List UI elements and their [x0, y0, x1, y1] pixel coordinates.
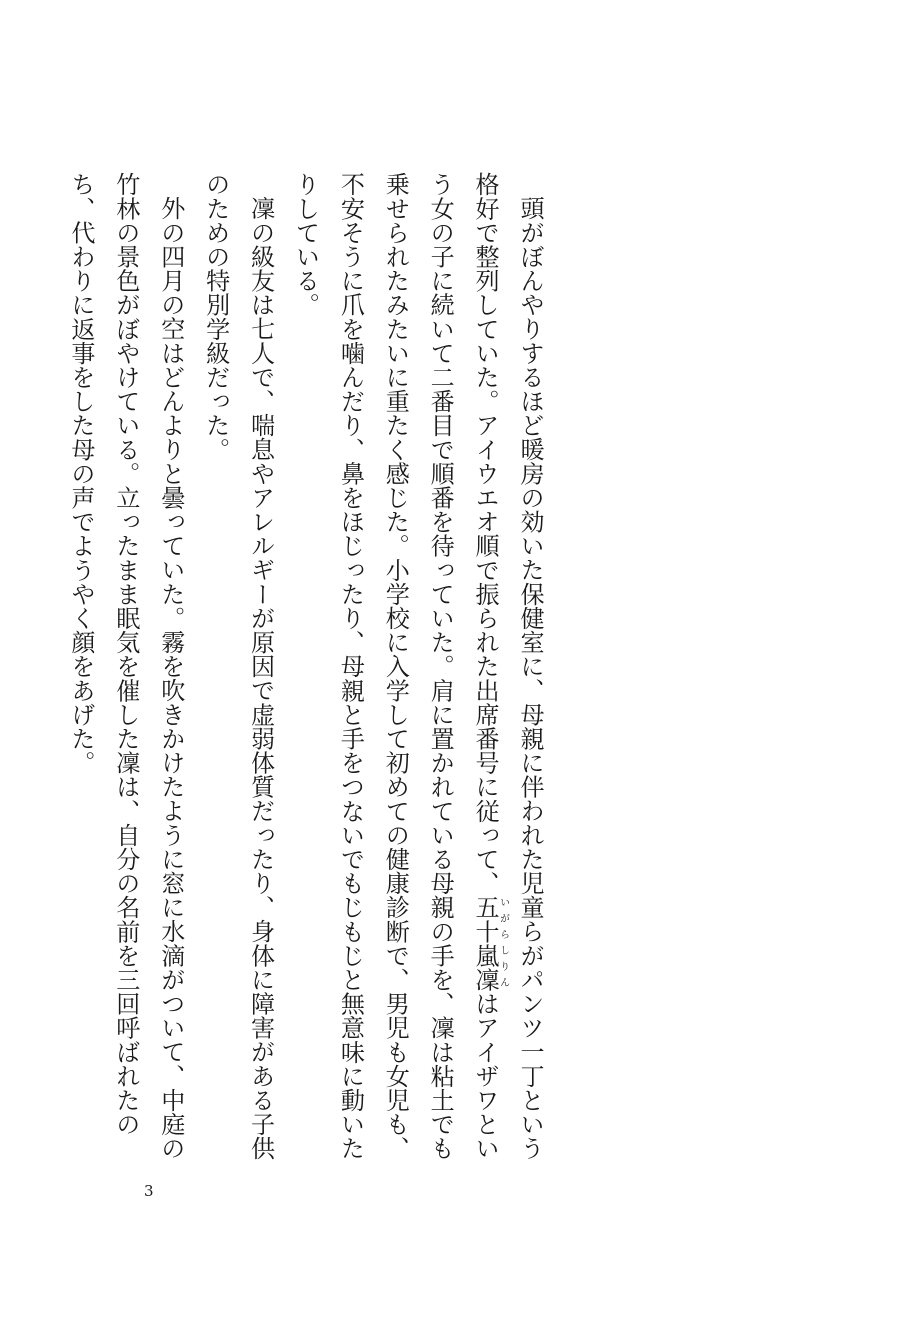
ruby-base: 五十嵐凜	[471, 895, 500, 992]
ruby-reading: いがらしりん	[497, 895, 509, 992]
name-ruby	[471, 895, 509, 992]
page-number: 3	[144, 1182, 154, 1200]
paragraph-1-text-a: 頭がぼんやりするほど暖房の効いた保健室に、母親に伴われた児童らがパンツ一丁という格好で整列していた。アイウエオ順で振られた出席番号に従って、	[471, 172, 544, 1161]
paragraph-2: 凜の級友は七人で、喘息やアレルギーが原因で虚弱体質だったり、身体に障害がある子供のための特別学級だった。	[201, 172, 275, 1161]
paragraph-1	[283, 172, 552, 1162]
paragraph-1-text-b: はアイザワという女の子に続いて二番目で順番を待っていた。肩に置かれている母親の手を、凜は粘土でも乗せられたみたいに重たく感じた。小学校に入学して初めての健康診断で、男児も女児も、不安そうに爪を噛んだり、鼻をほじったり、母親と手をつないでもじもじと無意味に動いたりしている。	[291, 172, 500, 1161]
paragraph-3: 外の四月の空はどんよりと曇っていた。霧を吹きかけたように窓に水滴がついて、中庭の竹林の景色がぼやけている。立ったまま眠気を催した凜は、自分の名前を三回呼ばれたのち、代わりに返事をした母の声でようやく顔をあげた。	[66, 172, 185, 1161]
vertical-text-body	[58, 172, 552, 1162]
